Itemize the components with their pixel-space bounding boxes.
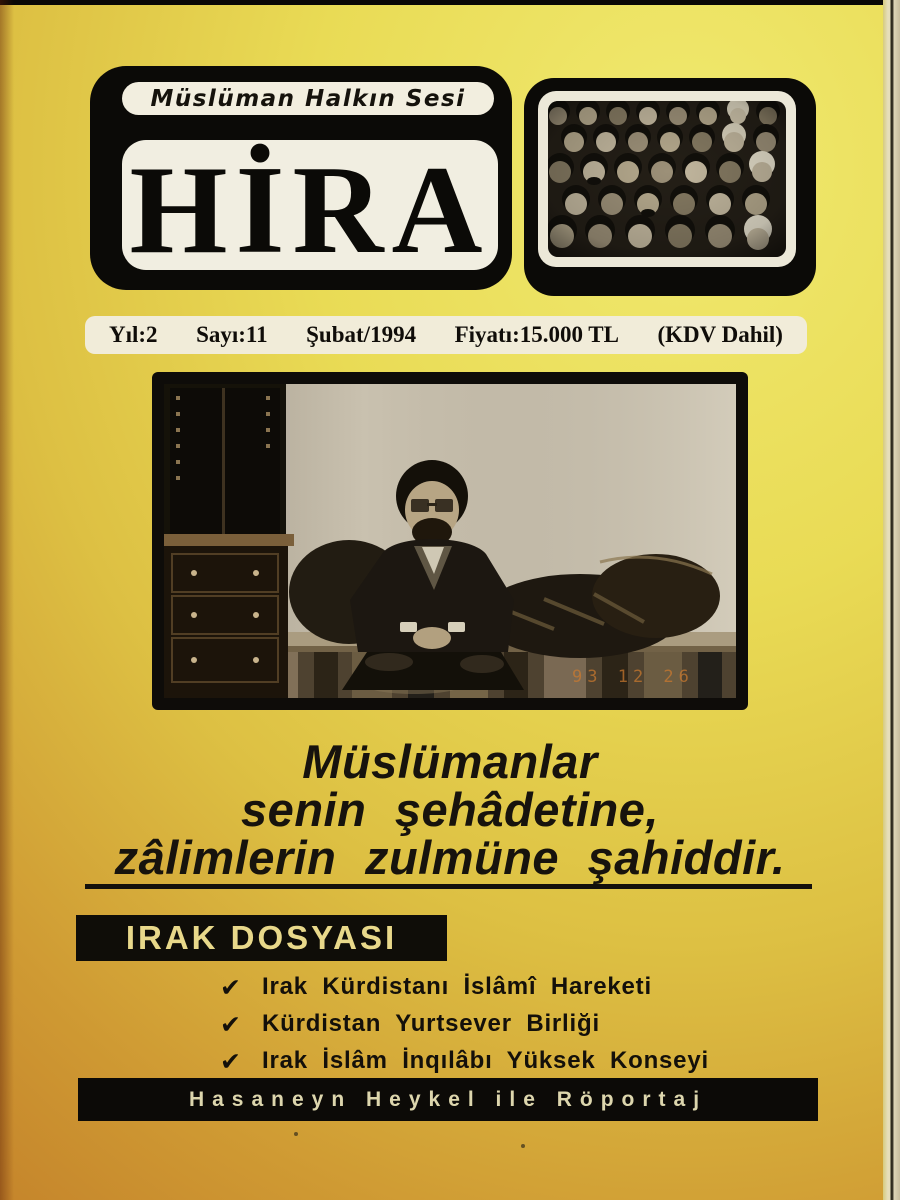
magazine-logo-text: HİRA <box>129 141 491 280</box>
crowd-photo-frame <box>538 91 796 267</box>
check-icon: ✔ <box>220 972 241 1002</box>
cover-photo <box>164 384 736 698</box>
issue-year: Yıl:2 <box>109 322 158 347</box>
scan-top-edge <box>0 0 886 5</box>
dossier-item-label: Kürdistan Yurtsever Birliği <box>262 1010 600 1037</box>
logo-box <box>122 140 498 280</box>
cover-slogan <box>0 735 900 884</box>
issue-price: Fiyatı:15.000 TL <box>454 322 619 347</box>
dossier-list <box>0 972 900 1083</box>
photo-date-stamp: 93 12 26 <box>572 667 694 687</box>
dust-speck <box>521 1144 525 1148</box>
slogan-line-1: Müslümanlar <box>302 735 598 788</box>
dossier-item <box>0 1046 900 1076</box>
divider-rule <box>85 884 812 889</box>
tagline-pill <box>122 82 494 115</box>
footer-banner <box>78 1078 818 1121</box>
dossier-title: IRAK DOSYASI <box>125 919 398 956</box>
dossier-item-label: Irak Kürdistanı İslâmî Hareketi <box>262 973 652 1000</box>
dossier-item-label: Irak İslâm İnqılâbı Yüksek Konseyi <box>262 1047 709 1074</box>
magazine-tagline: Müslüman Halkın Sesi <box>150 85 466 112</box>
check-icon: ✔ <box>220 1009 241 1039</box>
check-icon: ✔ <box>220 1046 241 1076</box>
dust-speck <box>294 1132 298 1136</box>
masthead-logo-block <box>90 66 512 290</box>
slogan-line-3: zâlimlerin zulmüne şahiddir. <box>114 831 786 884</box>
issue-number: Sayı:11 <box>196 322 268 347</box>
issue-tax-note: (KDV Dahil) <box>657 322 783 347</box>
footer-title: Hasaneyn Heykel ile Röportaj <box>188 1087 708 1111</box>
dossier-item <box>0 1009 900 1039</box>
slogan-line-2: senin şehâdetine, <box>241 783 659 836</box>
cover-photo-frame <box>152 372 748 710</box>
crowd-photo-block <box>524 78 816 296</box>
photo-cabinet <box>164 384 294 698</box>
crowd-photo <box>548 101 786 257</box>
issue-info-bar <box>85 316 807 354</box>
dossier-title-box <box>76 915 447 961</box>
issue-date: Şubat/1994 <box>306 322 417 347</box>
dossier-item <box>0 972 900 1002</box>
